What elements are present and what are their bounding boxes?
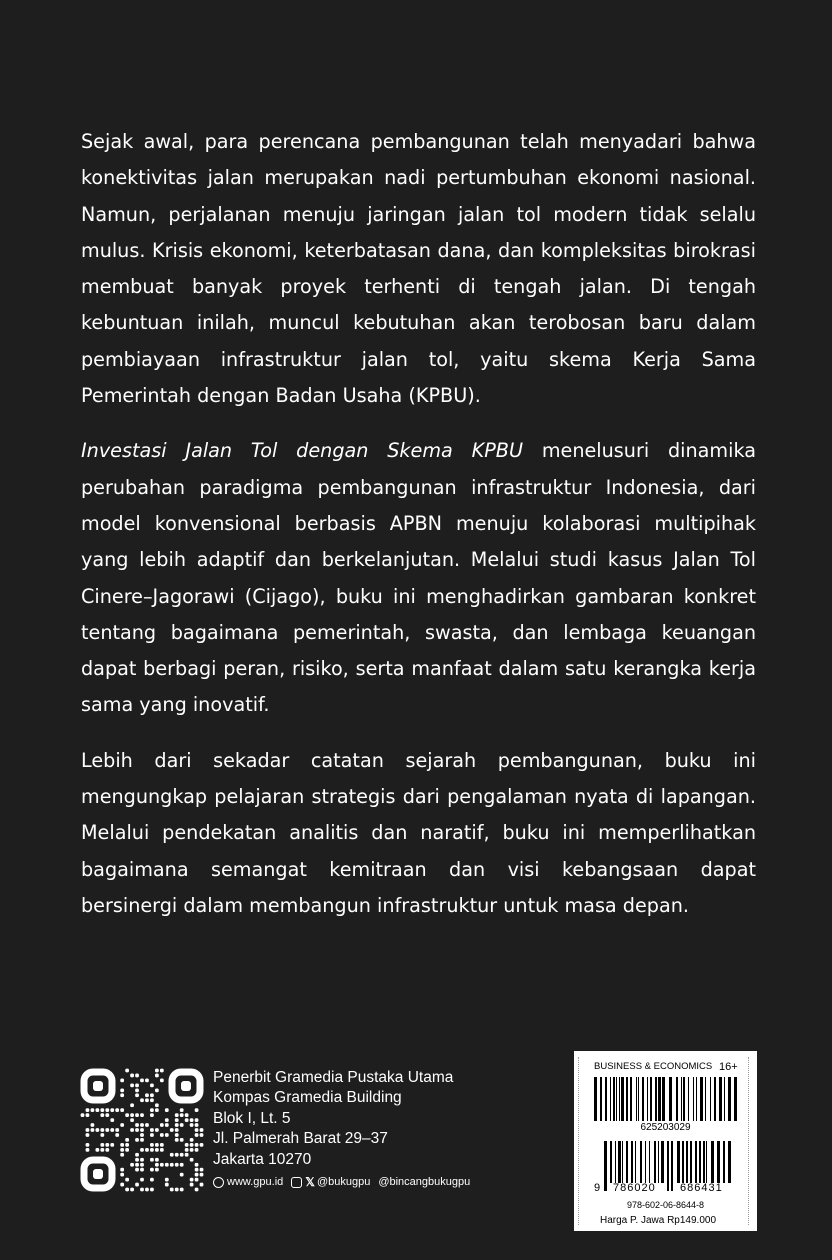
globe-icon xyxy=(213,1177,224,1188)
publisher-building: Kompas Gramedia Building xyxy=(213,1089,402,1107)
publisher-city: Jakarta 10270 xyxy=(213,1150,312,1168)
isbn-number: 978-602-06-8644-8 xyxy=(626,1200,705,1210)
publisher-name: Penerbit Gramedia Pustaka Utama xyxy=(213,1069,454,1086)
instagram-handle[interactable]: @bincangbukugpu xyxy=(378,1176,471,1188)
price-label: Harga P. Jawa Rp149.000 xyxy=(600,1215,717,1226)
x-handle[interactable]: @bukugpu xyxy=(316,1176,371,1188)
social-links xyxy=(213,1175,478,1189)
blurb-paragraph-3: Lebih dari sekadar catatan sejarah pembangunan, buku ini mengungkap pelajaran strategis dari pengalaman nyata di lapangan. Melalui pendekatan analitis dan naratif, buku ini memperlihatkan bagaimana semangat kemitraan dan visi kebangsaan dapat bersinergi dalam membangun infrastruktur untuk masa depan. xyxy=(81,748,756,917)
ean-group-2: 686431 xyxy=(680,1182,723,1194)
ean-group-1: 786020 xyxy=(613,1182,656,1194)
instagram-icon xyxy=(291,1177,302,1188)
publisher-street: Jl. Palmerah Barat 29–37 xyxy=(213,1130,388,1148)
price-barcode-sticker xyxy=(574,1051,757,1231)
back-cover-blurb xyxy=(81,124,756,943)
category-label: BUSINESS & ECONOMICS xyxy=(594,1061,713,1072)
inventory-barcode xyxy=(594,1077,737,1121)
blurb-paragraph-1: Sejak awal, para perencana pembangunan telah menyadari bahwa konektivitas jalan merupakan nadi pertumbuhan ekonomi nasional. Namun, perjalanan menuju jaringan jalan tol modern tidak selalu mulus. Krisis ekonomi, keterbatasan dana, dan kompleksitas birokrasi membuat banyak proyek terhenti di tengah jalan. Di tengah kebuntuan inilah, muncul kebutuhan akan terobosan baru dalam pembiayaan infrastruktur jalan tol, yaitu skema Kerja Sama Pemerintah dengan Badan Usaha (KPBU). xyxy=(81,130,756,408)
publisher-block: Blok I, Lt. 5 xyxy=(213,1109,291,1127)
ean-first-digit: 9 xyxy=(594,1182,601,1194)
qr-code xyxy=(80,1068,204,1192)
age-rating: 16+ xyxy=(719,1061,738,1073)
publisher-address xyxy=(213,1068,453,1170)
website-link[interactable]: www.gpu.id xyxy=(227,1176,284,1188)
book-title-italic: Investasi Jalan Tol dengan Skema KPBU xyxy=(81,439,523,463)
x-icon: 𝕏 xyxy=(305,1175,315,1189)
inventory-barcode-number: 625203029 xyxy=(640,1122,691,1133)
blurb-paragraph-2 xyxy=(81,433,756,723)
blurb-paragraph-2-text: menelusuri dinamika perubahan paradigma pembangunan infrastruktur Indonesia, dari model konvensional berbasis APBN menuju kolaborasi multipihak yang lebih adaptif dan berkelanjutan. Melalui studi kasus Jalan Tol Cinere–Jagorawi (Cijago), buku ini menghadirkan gambaran konkret tentang bagaimana pemerintah, swasta, dan lembaga keuangan dapat berbagi peran, risiko, serta manfaat dalam satu kerangka kerja sama yang inovatif. xyxy=(81,439,756,717)
